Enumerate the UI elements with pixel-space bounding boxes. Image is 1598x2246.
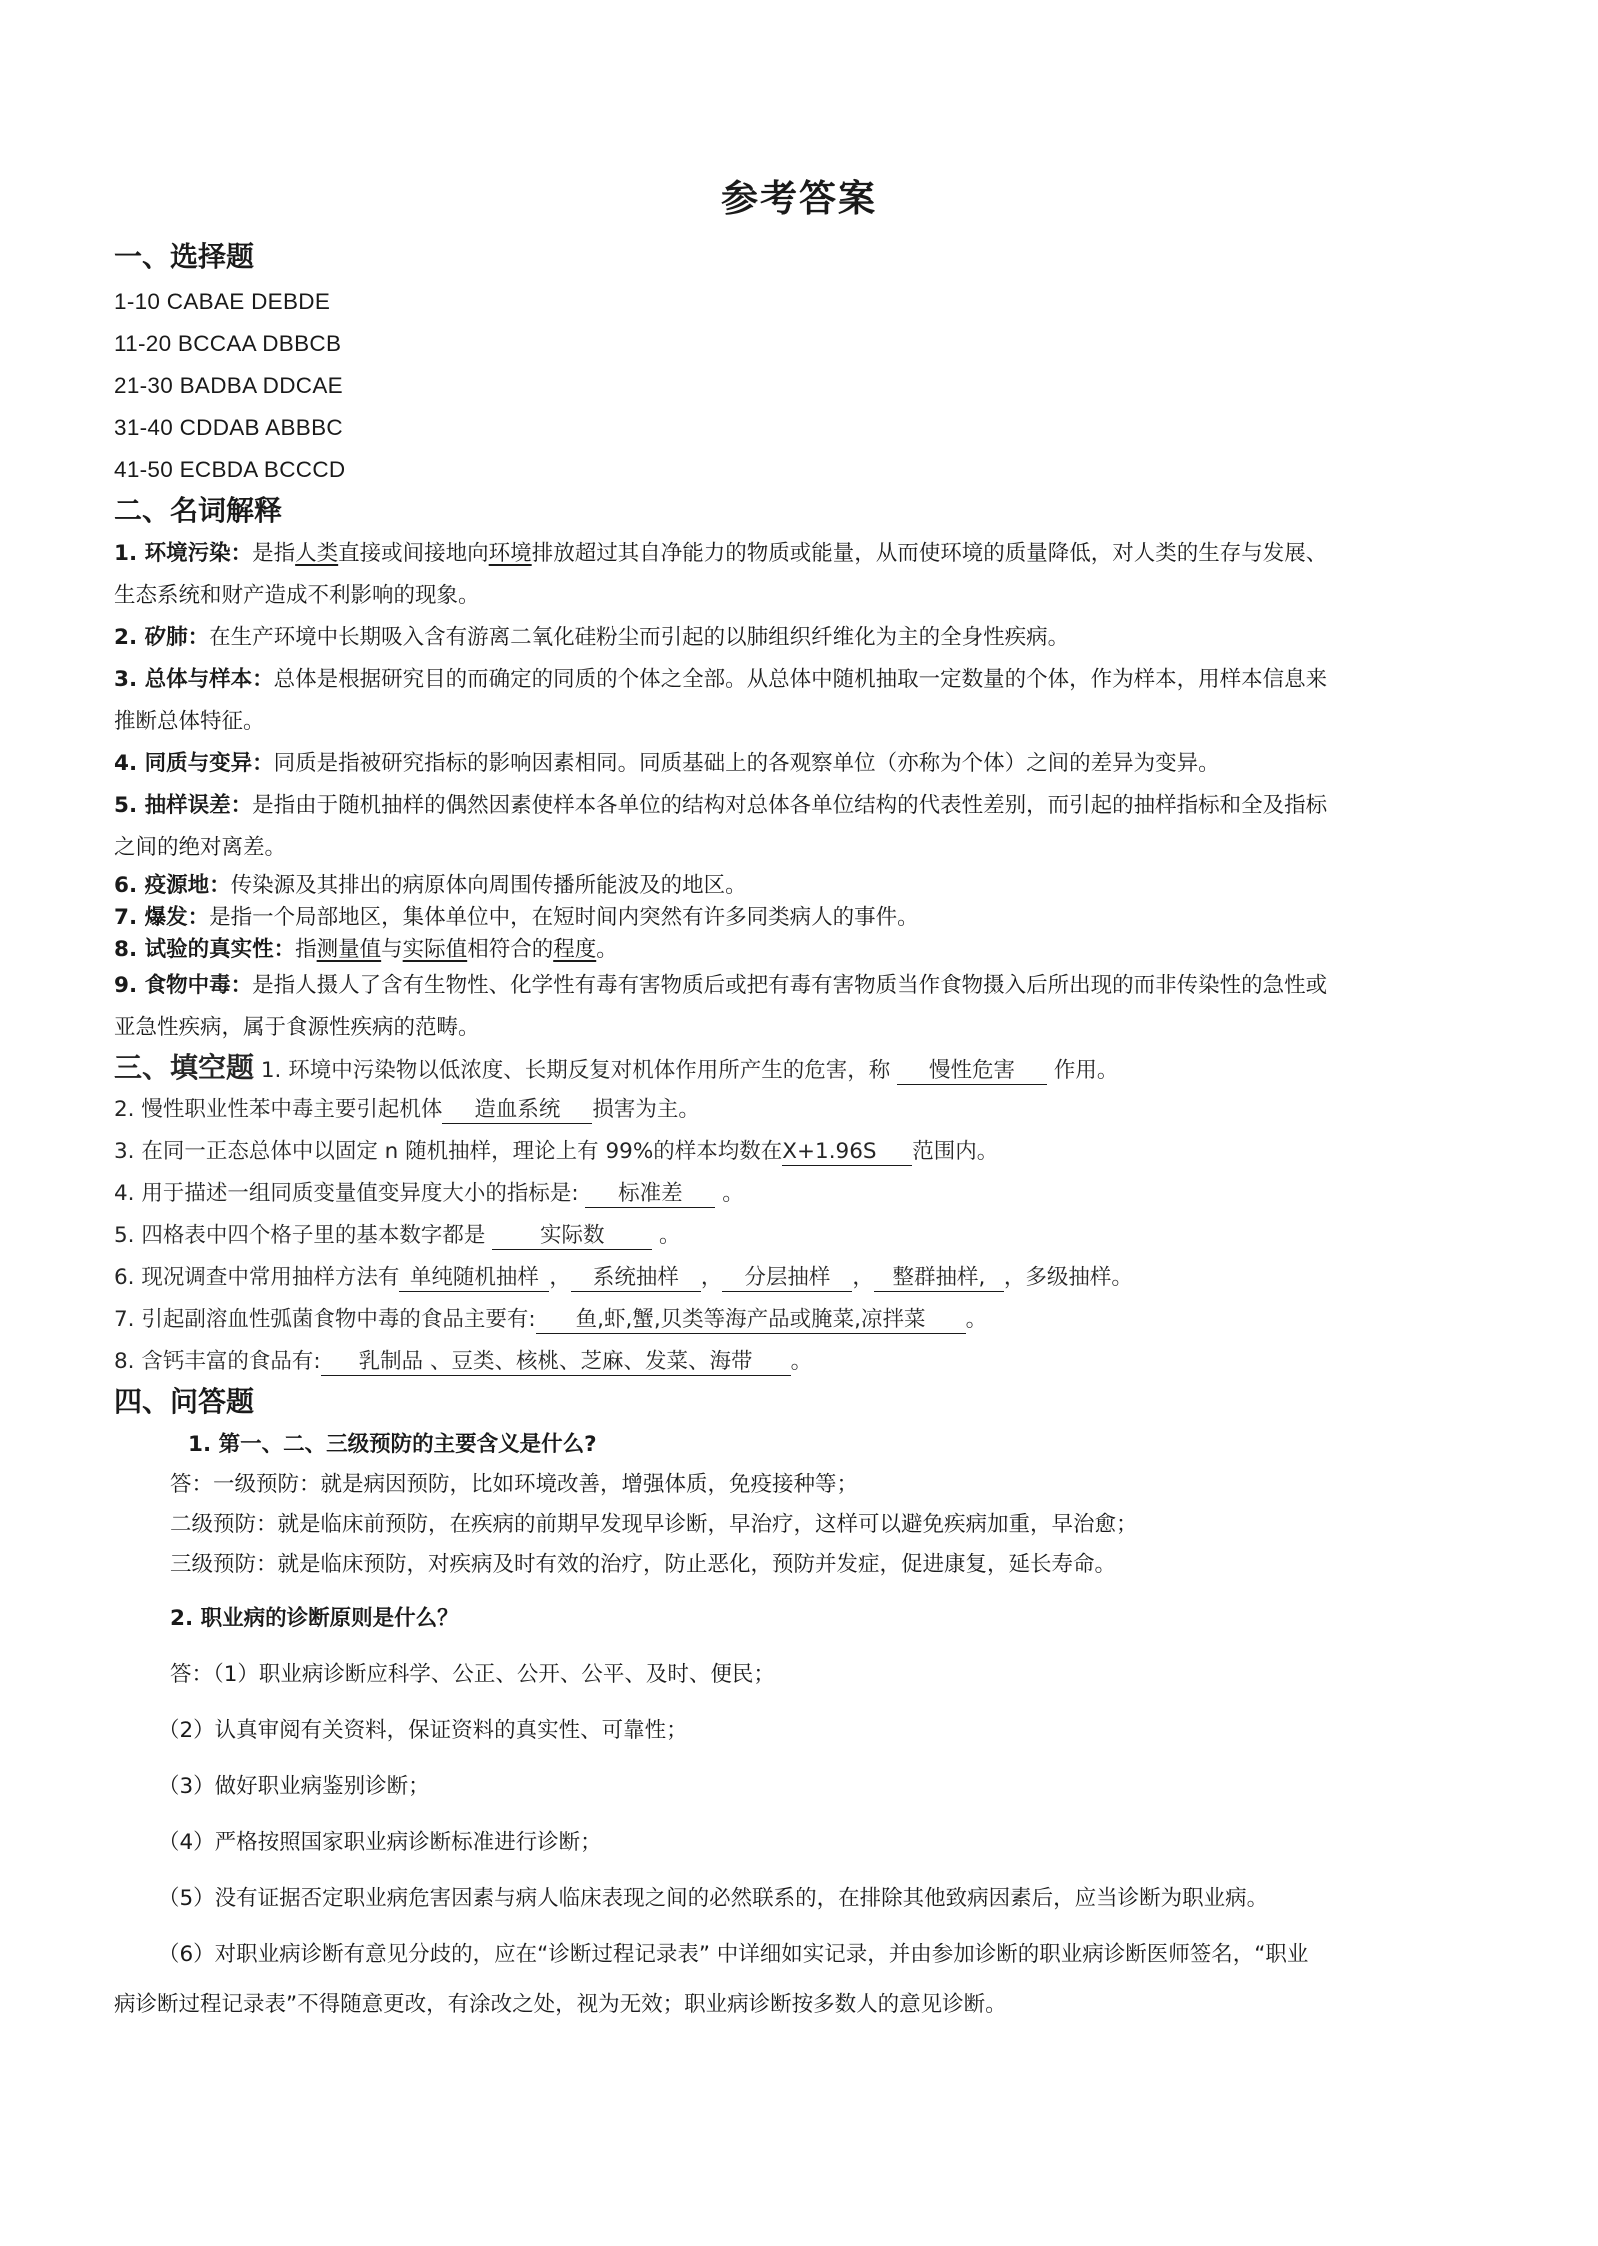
answer-text: （3）做好职业病鉴别诊断；	[158, 1774, 430, 1799]
question-text: 。	[1111, 1265, 1133, 1290]
blank-answer: 实际数	[492, 1223, 652, 1250]
blank-answer: 系统抽样	[571, 1265, 701, 1292]
term-definition	[114, 969, 1518, 1003]
blank-answer: X+1.96S	[782, 1139, 912, 1166]
question-label: 2. 职业病的诊断原则是什么？	[170, 1606, 459, 1631]
question-text: 。	[965, 1307, 988, 1332]
question-title	[170, 1602, 1518, 1636]
fill-blank-item	[114, 1261, 1518, 1295]
definition-text: 直接或间接地向	[338, 541, 489, 566]
definition-continuation: 亚急性疾病，属于食源性疾病的范畴。	[114, 1015, 480, 1040]
fill-blank-item	[114, 1051, 1518, 1088]
question-text: 8. 含钙丰富的食品有:	[114, 1349, 321, 1374]
underlined-term: 程度	[553, 937, 597, 962]
answer-text: 三级预防：就是临床预防，对疾病及时有效的治疗，防止恶化，预防并发症，促进康复，延长寿命。	[170, 1552, 1117, 1577]
question-text: 范围内。	[912, 1139, 999, 1164]
question-label: 1. 第一、二、三级预防的主要含义是什么?	[188, 1432, 597, 1457]
definition-text: 指	[295, 937, 317, 962]
question-text: 1. 环境中污染物以低浓度、长期反复对机体作用所产生的危害，称	[260, 1058, 891, 1083]
question-text: 。	[659, 1223, 681, 1248]
question-text: 损害为主。	[592, 1097, 700, 1122]
definition-text: 与	[381, 937, 403, 962]
term-label: 8. 试验的真实性：	[114, 937, 296, 962]
blank-answer: 鱼,虾,蟹,贝类等海产品或腌菜,凉拌菜	[536, 1307, 966, 1334]
answer-text: （5）没有证据否定职业病危害因素与病人临床表现之间的必然联系的，在排除其他致病因素后，应当诊断为职业病。	[158, 1886, 1269, 1911]
term-label: 5. 抽样误差：	[114, 793, 253, 818]
term-label: 1. 环境污染：	[114, 541, 253, 566]
definition-text: 传染源及其排出的病原体向周围传播所能波及的地区。	[230, 873, 747, 898]
blank-answer: 整群抽样,	[874, 1265, 1004, 1292]
question-text: 5. 四格表中四个格子里的基本数字都是	[114, 1223, 486, 1248]
separator: ，多级抽样	[1003, 1265, 1112, 1290]
definition-text: 是指一个局部地区，集体单位中，在短时间内突然有许多同类病人的事件。	[209, 905, 919, 930]
term-label: 9. 食物中毒：	[114, 973, 253, 998]
section-heading-choice: 一、选择题	[114, 240, 255, 273]
term-definition	[114, 663, 1518, 697]
separator: ，	[852, 1265, 874, 1290]
term-definition	[114, 901, 1518, 935]
answer-text: 病诊断过程记录表”不得随意更改，有涂改之处，视为无效；职业病诊断按多数人的意见诊断。	[114, 1992, 1007, 2017]
term-definition	[114, 537, 1518, 571]
question-text: 6. 现况调查中常用抽样方法有	[114, 1265, 400, 1290]
definition-text: 在生产环境中长期吸入含有游离二氧化硅粉尘而引起的以肺组织纤维化为主的全身性疾病。	[209, 625, 1070, 650]
definition-continuation: 之间的绝对离差。	[114, 835, 287, 860]
choice-answer-row: 31-40 CDDAB ABBBC	[114, 415, 343, 440]
separator: ，	[549, 1265, 571, 1290]
term-label: 7. 爆发：	[114, 905, 210, 930]
page-title: 参考答案	[721, 177, 877, 220]
definition-text: 总体是根据研究目的而确定的同质的个体之全部。从总体中随机抽取一定数量的个体，作为样本，用样本信息来	[273, 667, 1328, 692]
fill-blank-item	[114, 1135, 1518, 1169]
blank-answer: 分层抽样	[722, 1265, 852, 1292]
answer-text: （6）对职业病诊断有意见分歧的，应在“诊断过程记录表” 中详细如实记录，并由参加诊断的职业病诊断医师签名，“职业	[158, 1942, 1309, 1967]
definition-text: 同质是指被研究指标的影响因素相同。同质基础上的各观察单位（亦称为个体）之间的差异为变异。	[273, 751, 1220, 776]
underlined-term: 人类	[295, 541, 339, 566]
choice-answer-row: 1-10 CABAE DEBDE	[114, 289, 331, 314]
term-label: 3. 总体与样本：	[114, 667, 274, 692]
fill-blank-item	[114, 1219, 1518, 1253]
question-text: 作用。	[1053, 1058, 1119, 1083]
question-title	[188, 1428, 1518, 1462]
answer-text: 答：一级预防：就是病因预防，比如环境改善，增强体质，免疫接种等；	[170, 1472, 859, 1497]
fill-blank-item	[114, 1177, 1518, 1211]
term-definition	[114, 747, 1518, 781]
blank-answer: 乳制品 、豆类、核桃、芝麻、发菜、海带	[321, 1349, 791, 1376]
fill-blank-item	[114, 1303, 1518, 1337]
question-text: 7. 引起副溶血性弧菌食物中毒的食品主要有:	[114, 1307, 536, 1332]
section-heading-fill: 三、填空题	[114, 1051, 255, 1084]
term-label: 2. 矽肺：	[114, 625, 210, 650]
term-definition	[114, 621, 1518, 655]
fill-blank-item	[114, 1345, 1518, 1379]
term-definition	[114, 789, 1518, 823]
blank-answer: 慢性危害	[897, 1058, 1047, 1085]
underlined-term: 实际值	[402, 937, 468, 962]
underlined-term: 测量值	[316, 937, 382, 962]
section-heading-terms: 二、名词解释	[114, 494, 283, 527]
question-text: 。	[790, 1349, 813, 1374]
blank-answer: 造血系统	[442, 1097, 592, 1124]
fill-blank-item	[114, 1093, 1518, 1127]
choice-answer-row: 21-30 BADBA DDCAE	[114, 373, 343, 398]
answer-text: 二级预防：就是临床前预防，在疾病的前期早发现早诊断，早治疗，这样可以避免疾病加重，早治愈；	[170, 1512, 1138, 1537]
definition-continuation: 生态系统和财产造成不利影响的现象。	[114, 583, 480, 608]
choice-answer-row: 41-50 ECBDA BCCCD	[114, 457, 346, 482]
question-text: 2. 慢性职业性苯中毒主要引起机体	[114, 1097, 443, 1122]
definition-continuation: 推断总体特征。	[114, 709, 265, 734]
blank-answer: 标准差	[585, 1181, 715, 1208]
choice-answer-row: 11-20 BCCAA DBBCB	[114, 331, 342, 356]
section-heading-qa: 四、问答题	[114, 1385, 255, 1418]
blank-answer: 单纯随机抽样	[399, 1265, 549, 1292]
separator: ，	[700, 1265, 723, 1290]
definition-text: 是指人摄人了含有生物性、化学性有毒有害物质后或把有毒有害物质当作食物摄入后所出现的而非传染性的急性或	[252, 973, 1328, 998]
definition-text: 是指	[252, 541, 296, 566]
term-definition	[114, 869, 1518, 903]
question-text: 4. 用于描述一组同质变量值变异度大小的指标是:	[114, 1181, 579, 1206]
definition-text: 排放超过其自净能力的物质或能量，从而使环境的质量降低，对人类的生存与发展、	[531, 541, 1328, 566]
answer-text: （4）严格按照国家职业病诊断标准进行诊断；	[158, 1830, 602, 1855]
term-definition	[114, 933, 1518, 967]
answer-text: （2）认真审阅有关资料，保证资料的真实性、可靠性；	[158, 1718, 688, 1743]
underlined-term: 环境	[488, 541, 532, 566]
question-text: 3. 在同一正态总体中以固定 n 随机抽样，理论上有 99%的样本均数在	[114, 1139, 783, 1164]
term-label: 6. 疫源地：	[114, 873, 231, 898]
question-text: 。	[722, 1181, 744, 1206]
term-label: 4. 同质与变异：	[114, 751, 274, 776]
definition-text: 。	[596, 937, 618, 962]
answer-text: 答：（1）职业病诊断应科学、公正、公开、公平、及时、便民；	[170, 1662, 775, 1687]
definition-text: 是指由于随机抽样的偶然因素使样本各单位的结构对总体各单位结构的代表性差别，而引起的抽样指标和全及指标	[252, 793, 1328, 818]
definition-text: 相符合的	[467, 937, 554, 962]
